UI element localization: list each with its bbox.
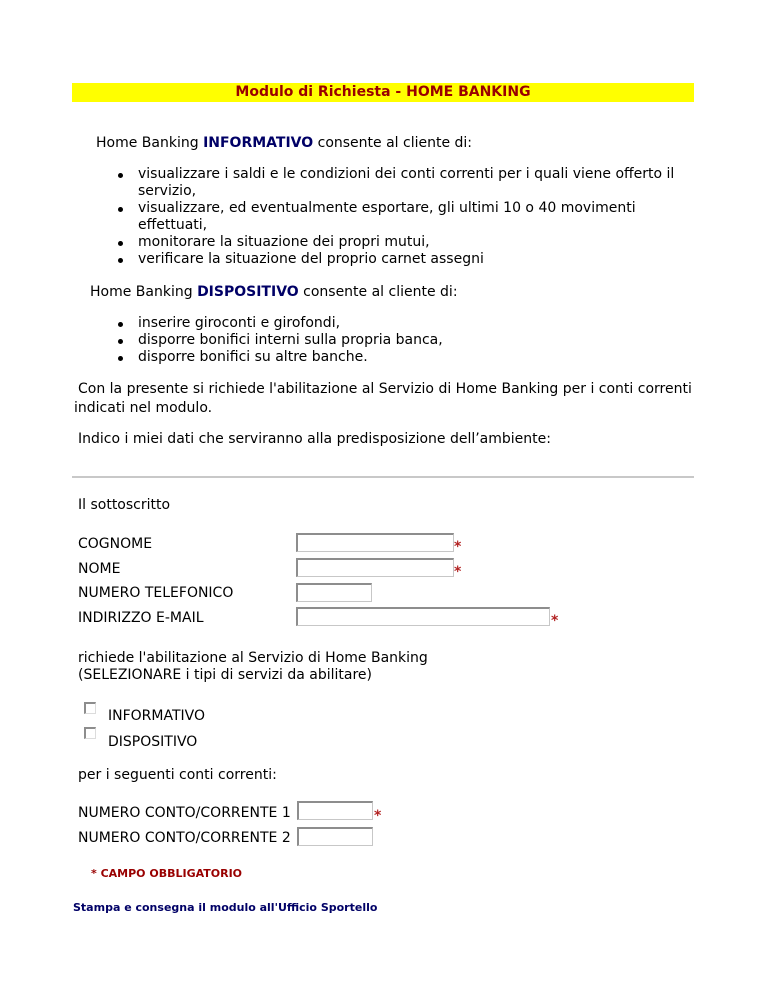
bullet-icon	[118, 173, 123, 178]
list-item	[114, 234, 714, 251]
bullet-icon	[118, 322, 123, 327]
conti-intro: per i seguenti conti correnti:	[78, 767, 277, 783]
informativo-checkbox[interactable]	[84, 702, 96, 714]
cognome-label: COGNOME	[78, 536, 153, 552]
list-item-text: visualizzare, ed eventualmente esportare, gli ultimi 10 o 40 movimenti	[138, 200, 636, 216]
email-field[interactable]	[296, 607, 550, 626]
required-marker: *	[454, 564, 462, 580]
dispositivo-intro	[90, 284, 458, 301]
informativo-intro	[96, 135, 472, 152]
dispositivo-option-label: DISPOSITIVO	[108, 734, 198, 750]
richiede-line: (SELEZIONARE i tipi di servizi da abilitare)	[78, 667, 372, 683]
dispositivo-highlight: DISPOSITIVO	[197, 284, 299, 300]
list-item	[114, 251, 714, 268]
nome-label: NOME	[78, 561, 121, 577]
required-marker: *	[551, 613, 559, 629]
stampa-note: Stampa e consegna il modulo all'Ufficio Sportello	[73, 901, 378, 914]
list-item	[114, 349, 714, 366]
list-item-text: disporre bonifici interni sulla propria banca,	[138, 332, 443, 348]
telefono-label: NUMERO TELEFONICO	[78, 585, 234, 601]
divider	[72, 476, 694, 478]
dispositivo-checkbox[interactable]	[84, 727, 96, 739]
list-item	[114, 315, 714, 332]
conto2-label: NUMERO CONTO/CORRENTE 2	[78, 830, 291, 846]
request-line: indicati nel modulo.	[74, 400, 213, 416]
conto1-field[interactable]	[297, 801, 373, 820]
informativo-option-label: INFORMATIVO	[108, 708, 206, 724]
request-text	[74, 380, 692, 418]
intro-suffix: consente al cliente di:	[313, 135, 473, 151]
list-item	[114, 200, 714, 234]
obbligatorio-note: * CAMPO OBBLIGATORIO	[91, 867, 243, 880]
bullet-icon	[118, 241, 123, 246]
telefono-field[interactable]	[296, 583, 372, 602]
richiede-line: richiede l'abilitazione al Servizio di Home Banking	[78, 650, 428, 666]
page-title: Modulo di Richiesta - HOME BANKING	[72, 83, 694, 102]
list-item-text: inserire giroconti e girofondi,	[138, 315, 341, 331]
cognome-field[interactable]	[296, 533, 454, 552]
conto1-label: NUMERO CONTO/CORRENTE 1	[78, 805, 291, 821]
bullet-icon	[118, 258, 123, 263]
sottoscritto-label: Il sottoscritto	[78, 497, 171, 513]
data-text: Indico i miei dati che serviranno alla predisposizione dell’ambiente:	[78, 431, 551, 447]
intro-prefix: Home Banking	[96, 135, 204, 151]
dispositivo-list	[114, 315, 714, 366]
required-marker: *	[374, 808, 382, 824]
informativo-list	[114, 166, 714, 268]
list-item-text: monitorare la situazione dei propri mutui,	[138, 234, 430, 250]
list-item-text: verificare la situazione del proprio carnet assegni	[138, 251, 484, 267]
bullet-icon	[118, 356, 123, 361]
bullet-icon	[118, 339, 123, 344]
richiede-text	[78, 650, 428, 684]
list-item-text: disporre bonifici su altre banche.	[138, 349, 368, 365]
required-marker: *	[454, 539, 462, 555]
list-item	[114, 332, 714, 349]
request-line: Con la presente si richiede l'abilitazione al Servizio di Home Banking per i conti correnti	[78, 381, 692, 397]
email-label: INDIRIZZO E-MAIL	[78, 610, 204, 626]
nome-field[interactable]	[296, 558, 454, 577]
intro-prefix: Home Banking	[90, 284, 198, 300]
bullet-icon	[118, 207, 123, 212]
list-item-text: servizio,	[138, 183, 197, 199]
list-item	[114, 166, 714, 200]
conto2-field[interactable]	[297, 827, 373, 846]
intro-suffix: consente al cliente di:	[298, 284, 458, 300]
list-item-text: effettuati,	[138, 217, 208, 233]
list-item-text: visualizzare i saldi e le condizioni dei conti correnti per i quali viene offerto il	[138, 166, 675, 182]
informativo-highlight: INFORMATIVO	[203, 135, 314, 151]
